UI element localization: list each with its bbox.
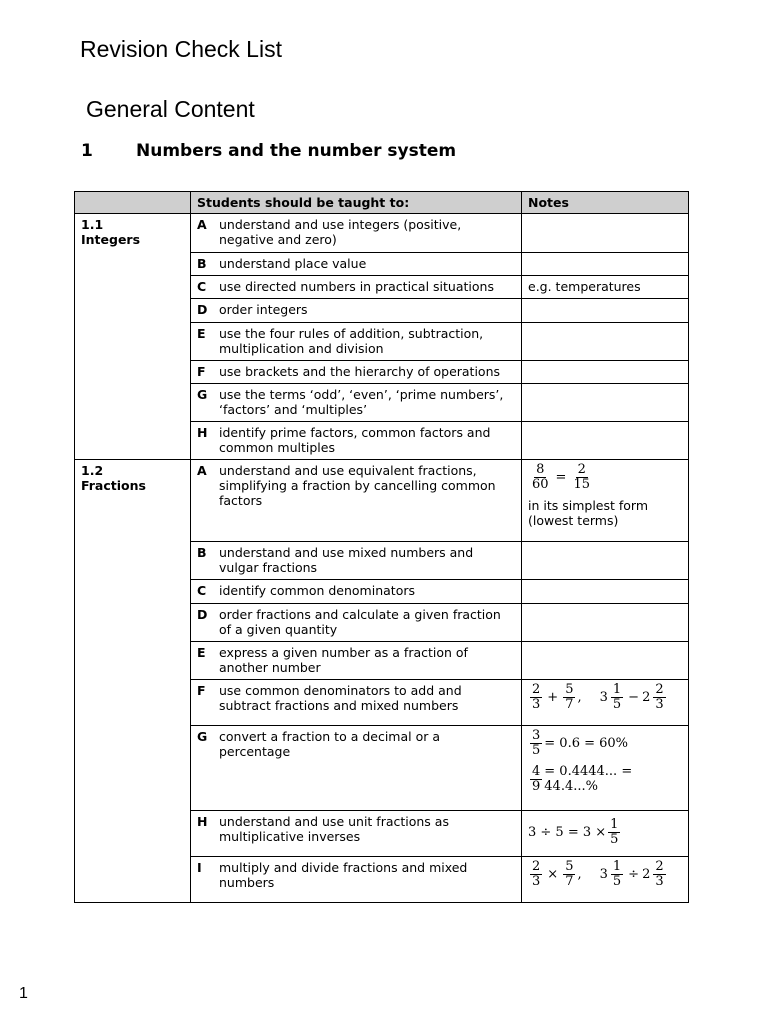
whole-number: 3 — [599, 867, 608, 882]
item-text: multiply and divide fractions and mixed numbers — [219, 860, 468, 890]
item-text: order fractions and calculate a given fraction of a given quantity — [219, 607, 501, 637]
numerator: 2 — [655, 682, 664, 697]
denominator: 5 — [612, 874, 622, 889]
header-topic — [75, 192, 191, 214]
math-unit-fraction — [528, 818, 682, 847]
whole-number: 2 — [642, 867, 651, 882]
math-multiply-divide — [528, 860, 682, 889]
note-cell — [522, 642, 689, 680]
item-text: use the four rules of addition, subtraction, multiplication and division — [219, 326, 484, 356]
document-title: Revision Check List — [80, 36, 282, 62]
item-letter: I — [197, 860, 202, 875]
note-cell — [522, 422, 689, 460]
math-equivalent-fractions — [528, 463, 682, 492]
item-letter: A — [197, 217, 207, 232]
note-cell — [522, 214, 689, 253]
numerator: 5 — [565, 859, 574, 874]
denominator: 3 — [532, 874, 541, 889]
note-cell — [522, 299, 689, 323]
note-cell — [522, 384, 689, 422]
math-result: = 0.6 = 60% — [544, 736, 629, 751]
note-cell: e.g. temperatures — [522, 276, 689, 299]
item-text: understand place value — [219, 256, 367, 271]
whole-number: 3 — [599, 690, 608, 705]
item-letter: B — [197, 256, 207, 271]
note-cell — [522, 580, 689, 604]
table-header-row — [75, 192, 689, 214]
item-letter: A — [197, 463, 207, 478]
item-letter: H — [197, 425, 208, 440]
item-letter: E — [197, 326, 206, 341]
note-cell — [522, 857, 689, 903]
item-text: use directed numbers in practical situations — [219, 279, 494, 294]
table-row — [75, 460, 689, 542]
item-text: use the terms ‘odd’, ‘even’, ‘prime numbers’, ‘factors’ and ‘multiples’ — [219, 387, 504, 417]
denominator: 5 — [610, 832, 619, 847]
denominator: 15 — [573, 477, 590, 492]
denominator: 5 — [612, 697, 622, 712]
item-text: use brackets and the hierarchy of operations — [219, 364, 501, 379]
denominator: 7 — [565, 874, 574, 889]
item-text: identify prime factors, common factors and common multiples — [219, 425, 491, 455]
item-letter: F — [197, 683, 206, 698]
numerator: 4 — [532, 763, 541, 779]
numerator: 5 — [565, 682, 574, 697]
item-text: understand and use equivalent fractions, simplifying a fraction by cancelling common factors — [219, 463, 496, 508]
note-cell — [522, 253, 689, 276]
topic-cell-fractions — [75, 460, 191, 903]
topic-number: 1.2 — [81, 463, 104, 478]
operator: = — [555, 470, 567, 485]
operator: + — [547, 690, 559, 705]
checklist-table — [74, 191, 689, 903]
subsection-title: Numbers and the number system — [136, 141, 457, 161]
numerator: 2 — [655, 859, 664, 874]
item-text: express a given number as a fraction of another number — [219, 645, 468, 675]
note-cell — [522, 680, 689, 726]
item-text: use common denominators to add and subtract fractions and mixed numbers — [219, 683, 462, 713]
subsection-number: 1 — [81, 141, 93, 161]
note-cell — [522, 460, 689, 542]
item-text: order integers — [219, 302, 308, 317]
numerator: 2 — [532, 859, 541, 874]
separator: , — [577, 867, 582, 882]
note-cell — [522, 811, 689, 857]
note-text: in its simplest form (lowest terms) — [528, 498, 649, 528]
numerator: 1 — [612, 682, 622, 697]
numerator: 1 — [610, 817, 619, 832]
note-cell — [522, 323, 689, 361]
math-decimal-2 — [528, 764, 682, 794]
item-letter: D — [197, 607, 208, 622]
topic-name: Fractions — [81, 478, 146, 493]
item-letter: H — [197, 814, 208, 829]
denominator: 60 — [532, 477, 549, 492]
item-letter: D — [197, 302, 208, 317]
item-letter: G — [197, 387, 208, 402]
header-notes: Notes — [522, 192, 689, 214]
item-letter: G — [197, 729, 208, 744]
denominator: 3 — [655, 874, 664, 889]
item-letter: E — [197, 645, 206, 660]
operator: × — [547, 867, 559, 882]
item-text: understand and use unit fractions as multiplicative inverses — [219, 814, 449, 844]
subsection-heading — [81, 141, 456, 161]
denominator: 9 — [532, 778, 541, 794]
item-text: identify common denominators — [219, 583, 415, 598]
math-expression: 3 ÷ 5 = 3 × — [528, 825, 607, 840]
item-letter: C — [197, 279, 207, 294]
header-taught: Students should be taught to: — [191, 192, 522, 214]
item-text: convert a fraction to a decimal or a percentage — [219, 729, 440, 759]
operator: ÷ — [628, 867, 640, 882]
denominator: 7 — [565, 697, 574, 712]
denominator: 3 — [532, 697, 541, 712]
note-cell — [522, 361, 689, 384]
operator: − — [628, 690, 640, 705]
whole-number: 2 — [642, 690, 651, 705]
item-text: understand and use mixed numbers and vulgar fractions — [219, 545, 474, 575]
note-cell — [522, 542, 689, 580]
math-result: = 0.4444... = 44.4...% — [544, 764, 633, 794]
numerator: 1 — [612, 859, 622, 874]
item-letter: F — [197, 364, 206, 379]
math-add-subtract — [528, 683, 682, 712]
separator: , — [577, 690, 582, 705]
note-cell — [522, 604, 689, 642]
topic-cell-integers — [75, 214, 191, 460]
denominator: 5 — [532, 743, 541, 758]
item-letter: B — [197, 545, 207, 560]
denominator: 3 — [655, 697, 664, 712]
numerator: 3 — [532, 728, 541, 743]
numerator: 8 — [536, 462, 545, 477]
table-row — [75, 214, 689, 253]
numerator: 2 — [577, 462, 586, 477]
topic-name: Integers — [81, 232, 141, 247]
page-number: 1 — [19, 985, 28, 1002]
topic-number: 1.1 — [81, 217, 104, 232]
item-text: understand and use integers (positive, negative and zero) — [219, 217, 462, 247]
section-title: General Content — [86, 96, 255, 122]
numerator: 2 — [532, 682, 541, 697]
item-letter: C — [197, 583, 207, 598]
note-cell — [522, 726, 689, 811]
math-decimal-1 — [528, 729, 682, 758]
